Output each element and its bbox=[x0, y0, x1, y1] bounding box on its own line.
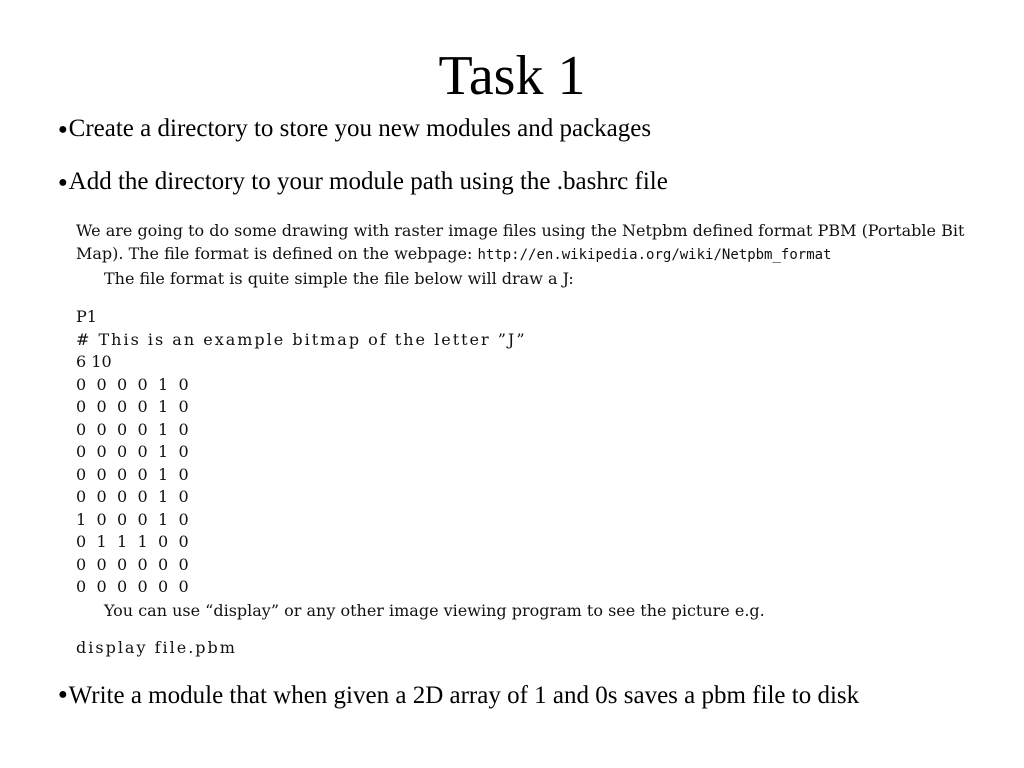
pbm-row bbox=[76, 576, 996, 599]
pbm-cell: 0 bbox=[117, 442, 128, 461]
pbm-cell: 1 bbox=[76, 509, 87, 529]
pbm-cell: 0 bbox=[137, 397, 148, 416]
pbm-cell: 0 bbox=[117, 419, 128, 439]
bullet-create-directory bbox=[58, 113, 651, 145]
pbm-cell: 0 bbox=[76, 532, 87, 551]
pbm-cell: 0 bbox=[178, 577, 189, 596]
pbm-cell: 0 bbox=[178, 532, 189, 551]
slide-title: Task 1 bbox=[438, 45, 586, 107]
pbm-cell: 0 bbox=[137, 442, 148, 461]
pbm-cell: 0 bbox=[76, 442, 87, 461]
excerpt-intro-text: We are going to do some drawing with raster image files using the Netpbm defined format PBM (Portable Bit Map). The file format is defined on the webpage: bbox=[76, 221, 965, 263]
pbm-cell: 1 bbox=[137, 532, 148, 551]
pbm-cell: 0 bbox=[117, 554, 128, 574]
bullet-dot-icon: ● bbox=[58, 174, 68, 192]
pbm-cell: 0 bbox=[96, 554, 107, 574]
pbm-cell: 1 bbox=[158, 509, 169, 529]
pbm-cell: 0 bbox=[96, 464, 107, 484]
pbm-cell: 1 bbox=[158, 487, 169, 506]
pbm-row bbox=[76, 374, 996, 397]
pbm-row bbox=[76, 441, 996, 464]
pbm-row bbox=[76, 531, 996, 554]
pbm-cell: 0 bbox=[137, 464, 148, 484]
pbm-cell: 1 bbox=[158, 464, 169, 484]
pbm-cell: 0 bbox=[96, 442, 107, 461]
pbm-cell: 1 bbox=[158, 442, 169, 461]
bullet-text: Add the directory to your module path using the .bashrc file bbox=[68, 168, 668, 195]
pbm-cell: 0 bbox=[117, 509, 128, 529]
bullet-add-path bbox=[58, 166, 668, 198]
pbm-comment: # This is an example bitmap of the letter ”J” bbox=[76, 329, 527, 349]
pbm-cell: 0 bbox=[137, 419, 148, 439]
pbm-cell: 0 bbox=[178, 464, 189, 484]
display-command: display file.pbm bbox=[76, 637, 237, 657]
pbm-cell: 0 bbox=[117, 577, 128, 596]
pbm-row bbox=[76, 396, 996, 419]
bullet-write-module bbox=[58, 680, 938, 712]
viewer-note: You can use “display” or any other image viewing program to see the picture e.g. bbox=[104, 600, 765, 620]
pbm-cell: 0 bbox=[76, 397, 87, 416]
pbm-cell: 0 bbox=[96, 397, 107, 416]
pbm-row bbox=[76, 419, 996, 442]
pbm-cell: 0 bbox=[117, 464, 128, 484]
pbm-cell: 0 bbox=[76, 419, 87, 439]
pbm-cell: 0 bbox=[137, 577, 148, 596]
pbm-cell: 0 bbox=[76, 554, 87, 574]
pbm-cell: 0 bbox=[178, 397, 189, 416]
pbm-excerpt bbox=[76, 219, 996, 659]
pbm-cell: 0 bbox=[96, 419, 107, 439]
pbm-cell: 1 bbox=[158, 397, 169, 416]
pbm-cell: 0 bbox=[96, 487, 107, 506]
pbm-cell: 0 bbox=[178, 487, 189, 506]
pbm-cell: 1 bbox=[96, 532, 107, 551]
pbm-cell: 1 bbox=[117, 532, 128, 551]
pbm-cell: 0 bbox=[137, 554, 148, 574]
pbm-header: P1 bbox=[76, 307, 97, 326]
pbm-cell: 1 bbox=[158, 374, 169, 394]
pbm-row bbox=[76, 486, 996, 509]
pbm-cell: 0 bbox=[178, 419, 189, 439]
pbm-cell: 0 bbox=[117, 397, 128, 416]
pbm-row bbox=[76, 554, 996, 577]
pbm-rows bbox=[76, 374, 996, 599]
pbm-cell: 0 bbox=[178, 554, 189, 574]
pbm-cell: 0 bbox=[137, 509, 148, 529]
bullet-dot-icon: ● bbox=[58, 686, 68, 703]
pbm-cell: 0 bbox=[137, 374, 148, 394]
pbm-row bbox=[76, 509, 996, 532]
pbm-cell: 0 bbox=[76, 464, 87, 484]
pbm-cell: 0 bbox=[158, 577, 169, 596]
pbm-cell: 0 bbox=[178, 509, 189, 529]
pbm-cell: 0 bbox=[96, 374, 107, 394]
excerpt-intro bbox=[76, 219, 996, 267]
pbm-cell: 0 bbox=[117, 374, 128, 394]
bullet-text: Create a directory to store you new modules and packages bbox=[68, 115, 652, 142]
pbm-cell: 0 bbox=[96, 577, 107, 596]
pbm-cell: 0 bbox=[76, 487, 87, 506]
pbm-cell: 0 bbox=[76, 374, 87, 394]
pbm-cell: 0 bbox=[76, 577, 87, 596]
bullet-text: Write a module that when given a 2D array of 1 and 0s saves a pbm file to disk bbox=[68, 682, 860, 709]
bullet-dot-icon: ● bbox=[58, 121, 68, 139]
pbm-cell: 0 bbox=[178, 442, 189, 461]
excerpt-intro-2: The file format is quite simple the file below will draw a J: bbox=[104, 269, 574, 288]
pbm-cell: 0 bbox=[137, 487, 148, 506]
pbm-cell: 0 bbox=[158, 532, 169, 551]
pbm-size: 6 10 bbox=[76, 352, 112, 371]
pbm-listing bbox=[76, 306, 996, 599]
pbm-cell: 0 bbox=[117, 487, 128, 506]
netpbm-url: http://en.wikipedia.org/wiki/Netpbm_format bbox=[477, 247, 832, 263]
pbm-cell: 0 bbox=[158, 554, 169, 574]
pbm-cell: 0 bbox=[178, 374, 189, 394]
pbm-row bbox=[76, 464, 996, 487]
pbm-cell: 0 bbox=[96, 509, 107, 529]
pbm-cell: 1 bbox=[158, 419, 169, 439]
